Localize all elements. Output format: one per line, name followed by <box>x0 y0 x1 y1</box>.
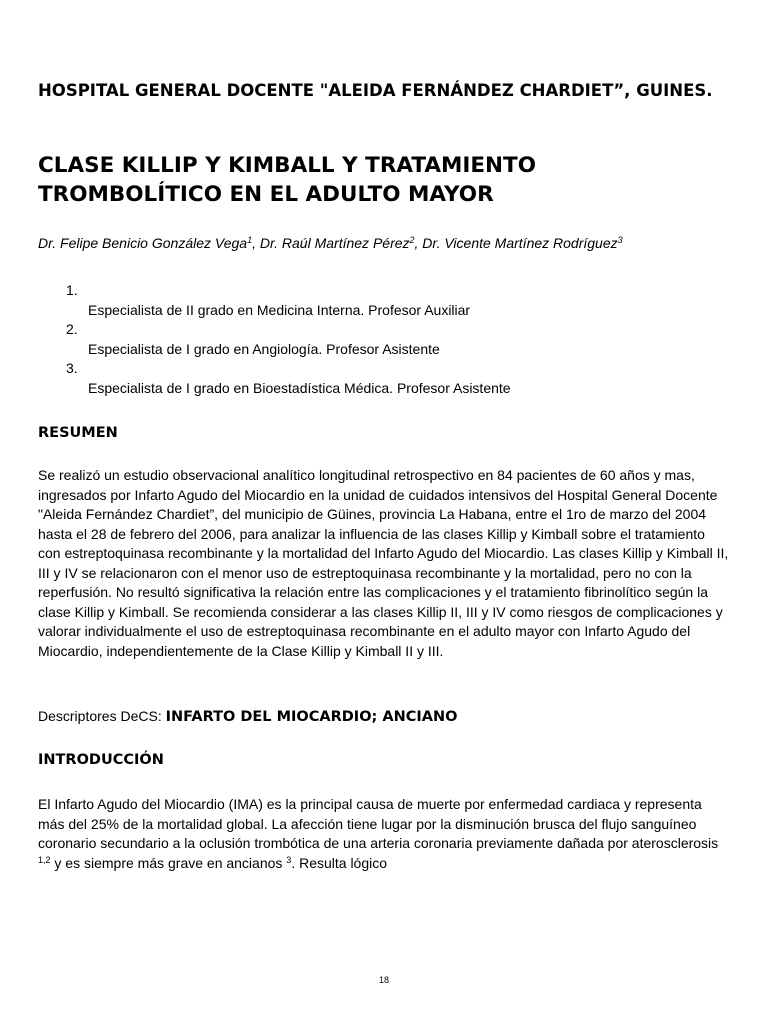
keywords-value: INFARTO DEL MIOCARDIO; ANCIANO <box>165 709 458 725</box>
affiliation-text: Especialista de I grado en Angiología. Profesor Asistente <box>88 340 440 357</box>
title-line-2: TROMBOLÍTICO EN EL ADULTO MAYOR <box>38 182 494 207</box>
hospital-name: HOSPITAL GENERAL DOCENTE "ALEIDA FERNÁNDEZ CHARDIET”, GUINES. <box>38 81 713 100</box>
introduction-heading: INTRODUCCIÓN <box>38 752 164 768</box>
author-2: , Dr. Raúl Martínez Pérez <box>252 235 410 251</box>
affiliation-text: Especialista de II grado en Medicina Interna. Profesor Auxiliar <box>88 301 471 318</box>
intro-ref-2: 3 <box>286 854 292 865</box>
affiliation-item <box>66 359 726 398</box>
affiliation-item <box>66 320 726 359</box>
keywords-label: Descriptores DeCS: <box>38 708 166 724</box>
resumen-paragraph: Se realizó un estudio observacional analítico longitudinal retrospectivo en 84 pacientes de 60 años y mas, ingresados por Infarto Agudo del Miocardio en la unidad de cuidados intensivos del Hospital General Docente "Aleida Fernández Chardiet”, del municipio de Güines, provincia La Habana, entre el 1ro de marzo del 2004 hasta el 28 de febrero del 2006, para analizar la influencia de las clases Killip y Kimball sobre el tratamiento con estreptoquinasa recombinante y la mortalidad del Infarto Agudo del Miocardio. Las clases Killip y Kimball II, III y IV se relacionaron con el menor uso de estreptoquinasa recombinante y la mortalidad, pero no con la reperfusión. No resultó significativa la relación entre las complicaciones y el tratamiento fibrinolítico según la clase Killip y Kimball. Se recomienda considerar a las clases Killip II, III y IV como riesgos de complicaciones y valorar individualmente el uso de estreptoquinasa recombinante en el adulto mayor con Infarto Agudo del Miocardio, independientemente de la Clase Killip y Kimball II y III. <box>38 467 729 659</box>
affiliation-number: 1. <box>66 282 78 298</box>
author-2-ref: 2 <box>409 235 415 245</box>
title-line-1: CLASE KILLIP Y KIMBALL Y TRATAMIENTO <box>38 153 536 178</box>
page-number: 18 <box>378 975 389 985</box>
author-1: Dr. Felipe Benicio González Vega <box>38 235 248 251</box>
author-3-ref: 3 <box>617 235 623 245</box>
intro-text-3: . Resulta lógico <box>291 854 388 871</box>
intro-text-1: El Infarto Agudo del Miocardio (IMA) es la principal causa de muerte por enfermedad cardiaca y representa más del 25% de la mortalidad global. La afección tiene lugar por la disminución brusca del flujo sanguíneo coronario secundario a la oclusión trombótica de una arteria coronaria previamente dañada por aterosclerosis <box>38 796 719 851</box>
article-title <box>38 151 738 209</box>
affiliation-list <box>66 281 726 398</box>
author-3: , Dr. Vicente Martínez Rodríguez <box>414 235 618 251</box>
affiliation-number: 3. <box>66 360 78 376</box>
affiliation-text: Especialista de I grado en Bioestadística Médica. Profesor Asistente <box>88 379 511 396</box>
author-list <box>38 233 738 253</box>
intro-ref-1: 1,2 <box>38 854 51 865</box>
affiliation-item <box>66 281 726 320</box>
resumen-heading: RESUMEN <box>38 425 118 441</box>
intro-text-2: y es siempre más grave en ancianos <box>50 854 287 871</box>
affiliation-number: 2. <box>66 321 78 337</box>
introduction-paragraph <box>38 795 730 873</box>
keywords-line <box>38 706 457 727</box>
author-1-ref: 1 <box>247 235 253 245</box>
